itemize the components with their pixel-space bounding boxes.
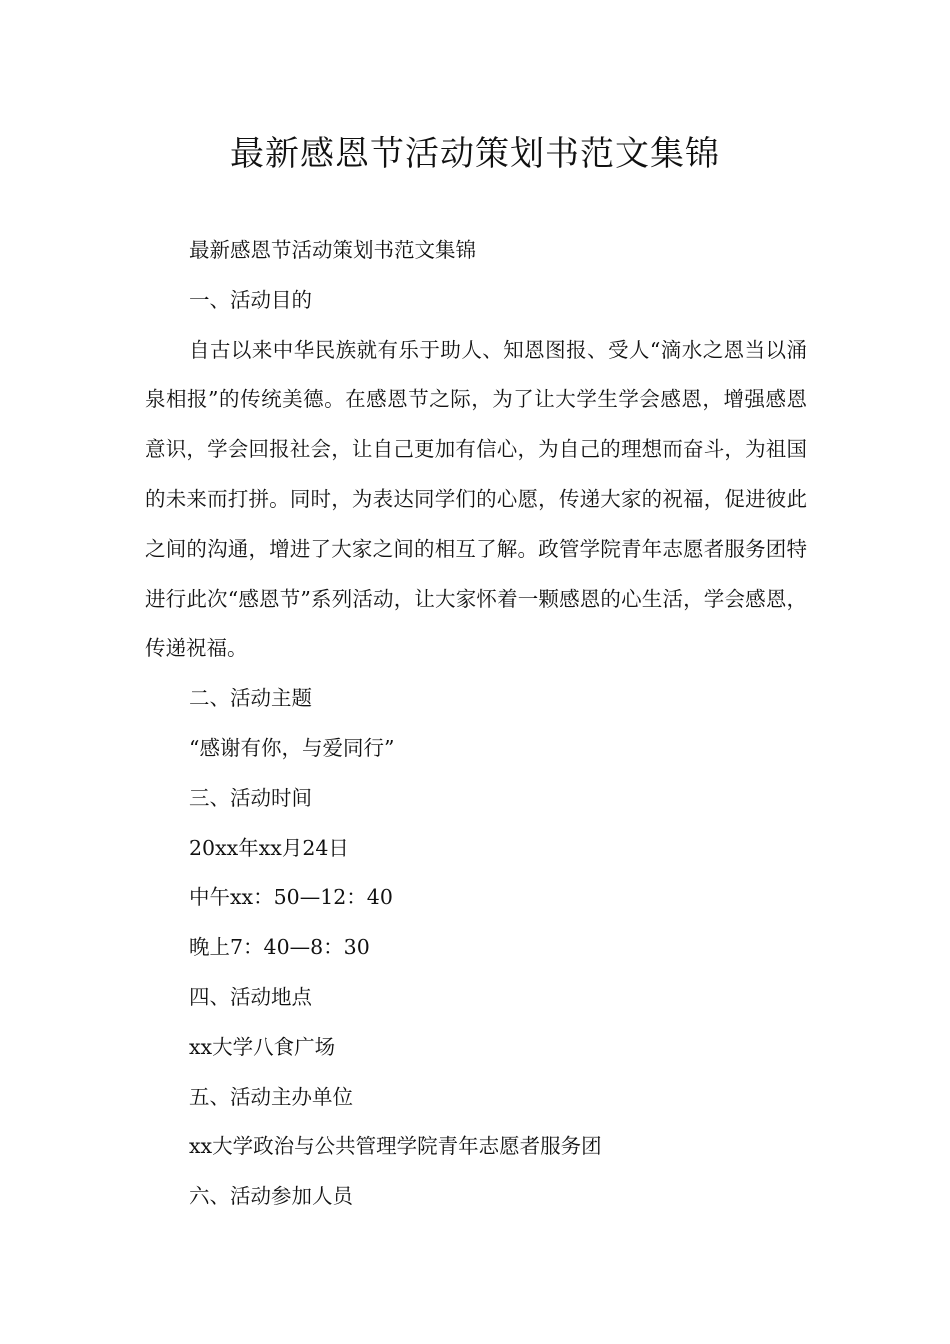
section-heading-time: 三、活动时间 bbox=[189, 785, 312, 810]
subtitle-line: 最新感恩节活动策划书范文集锦 bbox=[189, 238, 476, 262]
section-heading-purpose: 一、活动目的 bbox=[189, 287, 312, 312]
document-body bbox=[145, 226, 807, 1222]
section-heading-organizer: 五、活动主办单位 bbox=[189, 1084, 353, 1109]
section-heading-theme: 二、活动主题 bbox=[189, 686, 312, 711]
purpose-paragraph: 自古以来中华民族就有乐于助人、知恩图报、受人“滴水之恩当以涌泉相报”的传统美德。在感恩节之际，为了让大学生学会感恩，增强感恩意识，学会回报社会，让自己更加有信心，为自己的理想而奋斗，为祖国的未来而打拼。同时，为表达同学们的心愿，传递大家的祝福，促进彼此之间的沟通，增进了大家之间的相互了解。政管学院青年志愿者服务团特进行此次“感恩节”系列活动，让大家怀着一颗感恩的心生活，学会感恩，传递祝福。 bbox=[145, 337, 807, 661]
location-text: xx大学八食广场 bbox=[189, 1034, 336, 1059]
time-evening: 晚上7：40—8：30 bbox=[189, 935, 370, 960]
section-heading-participants: 六、活动参加人员 bbox=[189, 1184, 353, 1209]
document-title: 最新感恩节活动策划书范文集锦 bbox=[230, 134, 720, 174]
time-date: 20xx年xx月24日 bbox=[189, 835, 349, 860]
section-heading-location: 四、活动地点 bbox=[189, 984, 312, 1009]
organizer-text: xx大学政治与公共管理学院青年志愿者服务团 bbox=[189, 1134, 602, 1159]
theme-text: “感谢有你，与爱同行” bbox=[189, 735, 395, 760]
time-noon: 中午xx：50—12：40 bbox=[189, 885, 393, 910]
